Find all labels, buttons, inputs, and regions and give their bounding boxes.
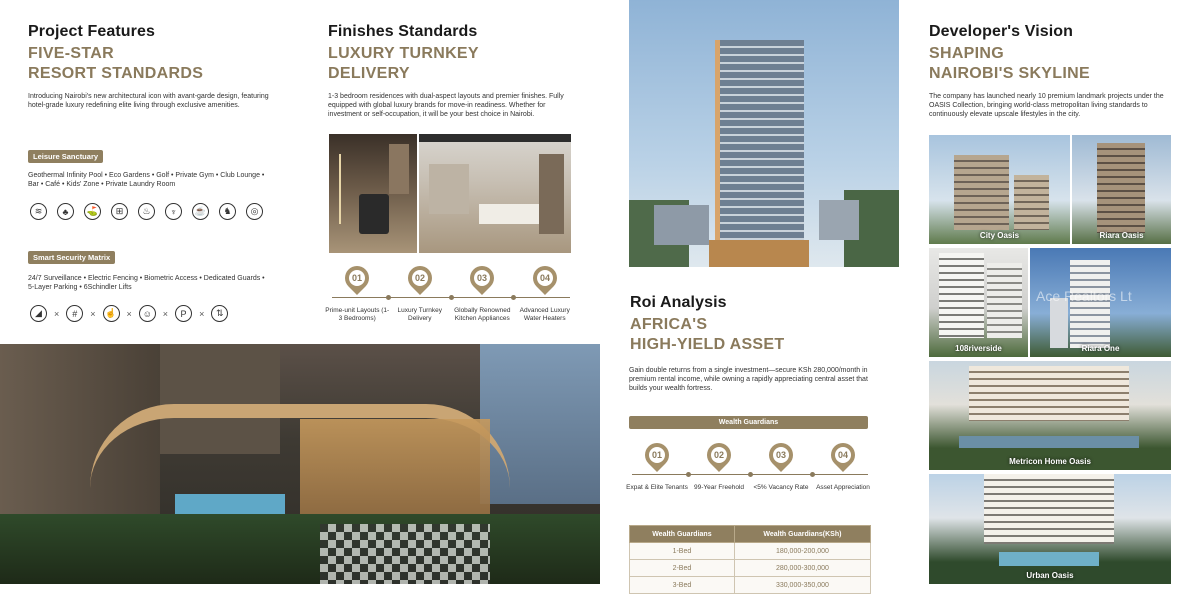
timeline-dot [748,472,753,477]
project-photo-riara-oasis [1072,135,1171,244]
project-photo-riara-one [1030,248,1171,357]
roi-rent-table [629,525,871,594]
step-number: 03 [474,270,490,286]
table-cell: 330,000-350,000 [734,577,870,594]
leaf-icon: ♣ [57,203,74,220]
step-number: 02 [412,270,428,286]
timeline-dot [810,472,815,477]
project-photo-metricon [929,361,1171,470]
location-pin-icon [645,443,669,467]
features-subtitle-1: FIVE-STAR [28,45,114,62]
vision-title: Developer's Vision [929,23,1074,40]
gym-icon: ⊞ [111,203,128,220]
security-text: 24/7 Surveillance • Electric Fencing • Biometric Access • Dedicated Guards • 5-Layer Parking • 6Schindler Lifts [28,275,265,291]
step-number: 02 [711,447,727,463]
table-cell: 2-Bed [630,560,735,577]
step-number: 03 [773,447,789,463]
bar-icon: ♆ [165,203,182,220]
security-icon-row [30,305,228,322]
project-label: Metricon Home Oasis [1009,457,1091,466]
table-header: Wealth Guardians(KSh) [734,526,870,543]
step-label: 99-Year Freehold [694,484,744,491]
vision-subtitle-1: SHAPING [929,45,1004,62]
step-label: Expat & Elite Tenants [626,484,688,491]
pool-render-photo [0,344,600,584]
kitchen-interior-photo [419,134,571,253]
finishes-subtitle-1: LUXURY TURNKEY [328,45,479,62]
location-pin-icon [408,266,432,290]
table-cell: 3-Bed [630,577,735,594]
fence-icon: # [66,305,83,322]
security-tag: Smart Security Matrix [28,251,115,264]
timeline-dot [511,295,516,300]
separator-x: × [54,308,60,319]
camera-icon: ◢ [30,305,47,322]
table-header: Wealth Guardians [630,526,735,543]
finishes-subtitle-2: DELIVERY [328,65,410,82]
location-pin-icon [533,266,557,290]
separator-x: × [126,308,132,319]
vision-subtitle-2: NAIROBI'S SKYLINE [929,65,1090,82]
roi-subtitle-2: HIGH-YIELD ASSET [630,336,785,353]
lounge-icon: ♨ [138,203,155,220]
leisure-icon-row [30,203,263,220]
separator-x: × [199,308,205,319]
table-row [630,543,871,560]
features-intro: Introducing Nairobi's new architectural icon with avant-garde design, featuring hotel-grade luxury redefining elite living through exclusive amenities. [28,93,269,109]
table-row [630,577,871,594]
step-label: Luxury Turnkey Delivery [397,307,442,322]
step-label: Advanced Luxury Water Heaters [519,307,570,322]
location-pin-icon [345,266,369,290]
timeline-dot [386,295,391,300]
tower-render-photo [629,0,899,267]
swim-icon: ≋ [30,203,47,220]
separator-x: × [162,308,169,319]
cafe-icon: ☕ [192,203,209,220]
roi-title: Roi Analysis [630,294,727,311]
location-pin-icon [831,443,855,467]
watermark-text: Ace Realtors Lt [1036,288,1132,304]
step-number: 04 [835,447,851,463]
project-label: Urban Oasis [1026,571,1074,580]
project-label: 108riverside [955,344,1002,353]
step-label: Asset Appreciation [816,484,870,491]
leisure-text: Geothermal Infinity Pool • Eco Gardens • Golf • Private Gym • Club Lounge • Bar • Café • Kids' Zone • Private Laundry Room [28,172,265,188]
lift-icon: ⇅ [211,305,228,322]
step-number: 01 [349,270,365,286]
roi-timeline [626,443,874,513]
timeline-dot [449,295,454,300]
finishes-timeline [326,266,576,336]
location-pin-icon [707,443,731,467]
step-label: Prime-unit Layouts (1-3 Bedrooms) [325,307,390,322]
table-cell: 280,000-300,000 [734,560,870,577]
guard-icon: ☺ [139,305,156,322]
step-number: 01 [649,447,665,463]
project-label: Riara Oasis [1099,231,1144,240]
fingerprint-icon: ☝ [103,305,120,322]
table-row [630,560,871,577]
step-label: <5% Vacancy Rate [753,484,809,491]
project-label: Riara One [1081,344,1120,353]
laundry-icon: ◎ [246,203,263,220]
separator-x: × [90,308,96,319]
wealth-guardians-bar: Wealth Guardians [629,416,868,429]
finishes-title: Finishes Standards [328,23,478,40]
location-pin-icon [470,266,494,290]
table-cell: 1-Bed [630,543,735,560]
timeline-dot [686,472,691,477]
roi-subtitle-1: AFRICA'S [630,316,708,333]
finishes-intro: 1-3 bedroom residences with dual-aspect layouts and premier finishes. Fully equipped with global luxury brands for move-in readiness. Whether for investment or self-occupation, it will be your best choice in Nairobi. [328,93,564,118]
project-photo-108riverside [929,248,1028,357]
golf-icon: ⛳ [84,203,101,220]
parking-icon: P [175,305,192,322]
features-title: Project Features [28,23,155,40]
kids-icon: ♞ [219,203,236,220]
gym-interior-photo [329,134,417,253]
roi-intro: Gain double returns from a single investment—secure KSh 280,000/month in premium rental income, while owning a rapidly appreciating central asset that builds your wealth fortress. [629,367,868,392]
location-pin-icon [769,443,793,467]
project-photo-city-oasis [929,135,1070,244]
project-photo-urban-oasis [929,474,1171,584]
vision-intro: The company has launched nearly 10 premium landmark projects under the OASIS Collection, bringing world-class metropolitan living standards to continuously elevate upscale lifestyles in the city. [929,93,1164,118]
step-label: Globally Renowned Kitchen Appliances [454,307,511,322]
project-label: City Oasis [979,231,1020,240]
leisure-tag: Leisure Sanctuary [28,150,103,163]
step-number: 04 [537,270,553,286]
table-cell: 180,000-200,000 [734,543,870,560]
features-subtitle-2: RESORT STANDARDS [28,65,204,82]
